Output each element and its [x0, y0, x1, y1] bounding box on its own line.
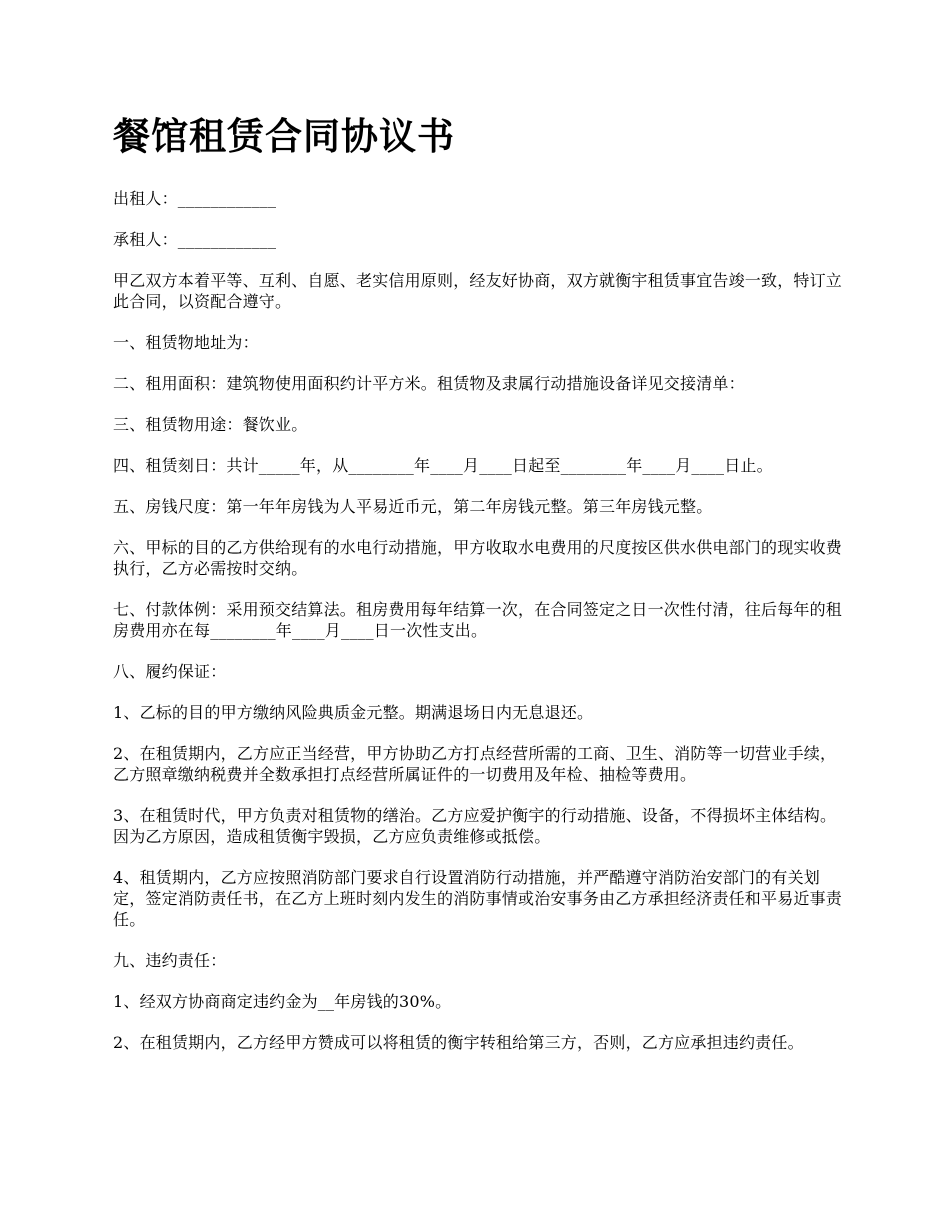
clause-9-item-1: 1、经双方协商商定违约金为__年房钱的30%。: [113, 992, 452, 1011]
clause-9-item-2: 2、在租赁期内，乙方经甲方赞成可以将租赁的衡宇转租给第三方，否则，乙方应承担违约责任。: [113, 1033, 804, 1052]
lessor-line: 出租人：____________: [113, 189, 277, 208]
preamble-paragraph: 甲乙双方本着平等、互利、自愿、老实信用原则，经友好协商，双方就衡宇租赁事宜告竣一致，特订立此合同，以资配合遵守。: [113, 271, 843, 311]
clause-3-usage: 三、租赁物用途：餐饮业。: [113, 415, 308, 434]
clause-9-heading: 九、违约责任：: [113, 951, 227, 970]
clause-8-item-1: 1、乙标的目的甲方缴纳风险典质金元整。期满退场日内无息退还。: [113, 703, 594, 722]
clause-4-term: 四、租赁刻日：共计_____年，从________年____月____日起至________年____月____日止。: [113, 456, 773, 475]
document-title: 餐馆租赁合同协议书: [113, 115, 455, 158]
clause-2-area: 二、租用面积：建筑物使用面积约计平方米。租赁物及隶属行动措施设备详见交接清单：: [113, 374, 745, 393]
clause-8-item-4: 4、租赁期内，乙方应按照消防部门要求自行设置消防行动措施，并严酷遵守消防治安部门的有关划定，签定消防责任书，在乙方上班时刻内发生的消防事情或治安事务由乙方承担经济责任和平易近事责任。: [113, 868, 843, 929]
clause-5-rent: 五、房钱尺度：第一年年房钱为人平易近币元，第二年房钱元整。第三年房钱元整。: [113, 497, 713, 516]
clause-8-item-2: 2、在租赁期内，乙方应正当经营，甲方协助乙方打点经营所需的工商、卫生、消防等一切营业手续，乙方照章缴纳税费并全数承担打点经营所属证件的一切费用及年检、抽检等费用。: [113, 744, 837, 784]
clause-8-heading: 八、履约保证：: [113, 662, 227, 681]
clause-6-utilities: 六、甲标的目的乙方供给现有的水电行动措施，甲方收取水电费用的尺度按区供水供电部门的现实收费执行，乙方必需按时交纳。: [113, 538, 843, 578]
document-page: [113, 112, 843, 1073]
clause-1-address: 一、租赁物地址为：: [113, 333, 259, 352]
clause-8-item-3: 3、在租赁时代，甲方负责对租赁物的缮治。乙方应爱护衡宇的行动措施、设备，不得损坏主体结构。因为乙方原因，造成租赁衡宇毁损，乙方应负责维修或抵偿。: [113, 806, 837, 846]
clause-7-payment: 七、付款体例：采用预交结算法。租房费用每年结算一次，在合同签定之日一次性付清，往后每年的租房费用亦在每________年____月____日一次性支出。: [113, 600, 843, 640]
lessee-line: 承租人：____________: [113, 230, 277, 249]
